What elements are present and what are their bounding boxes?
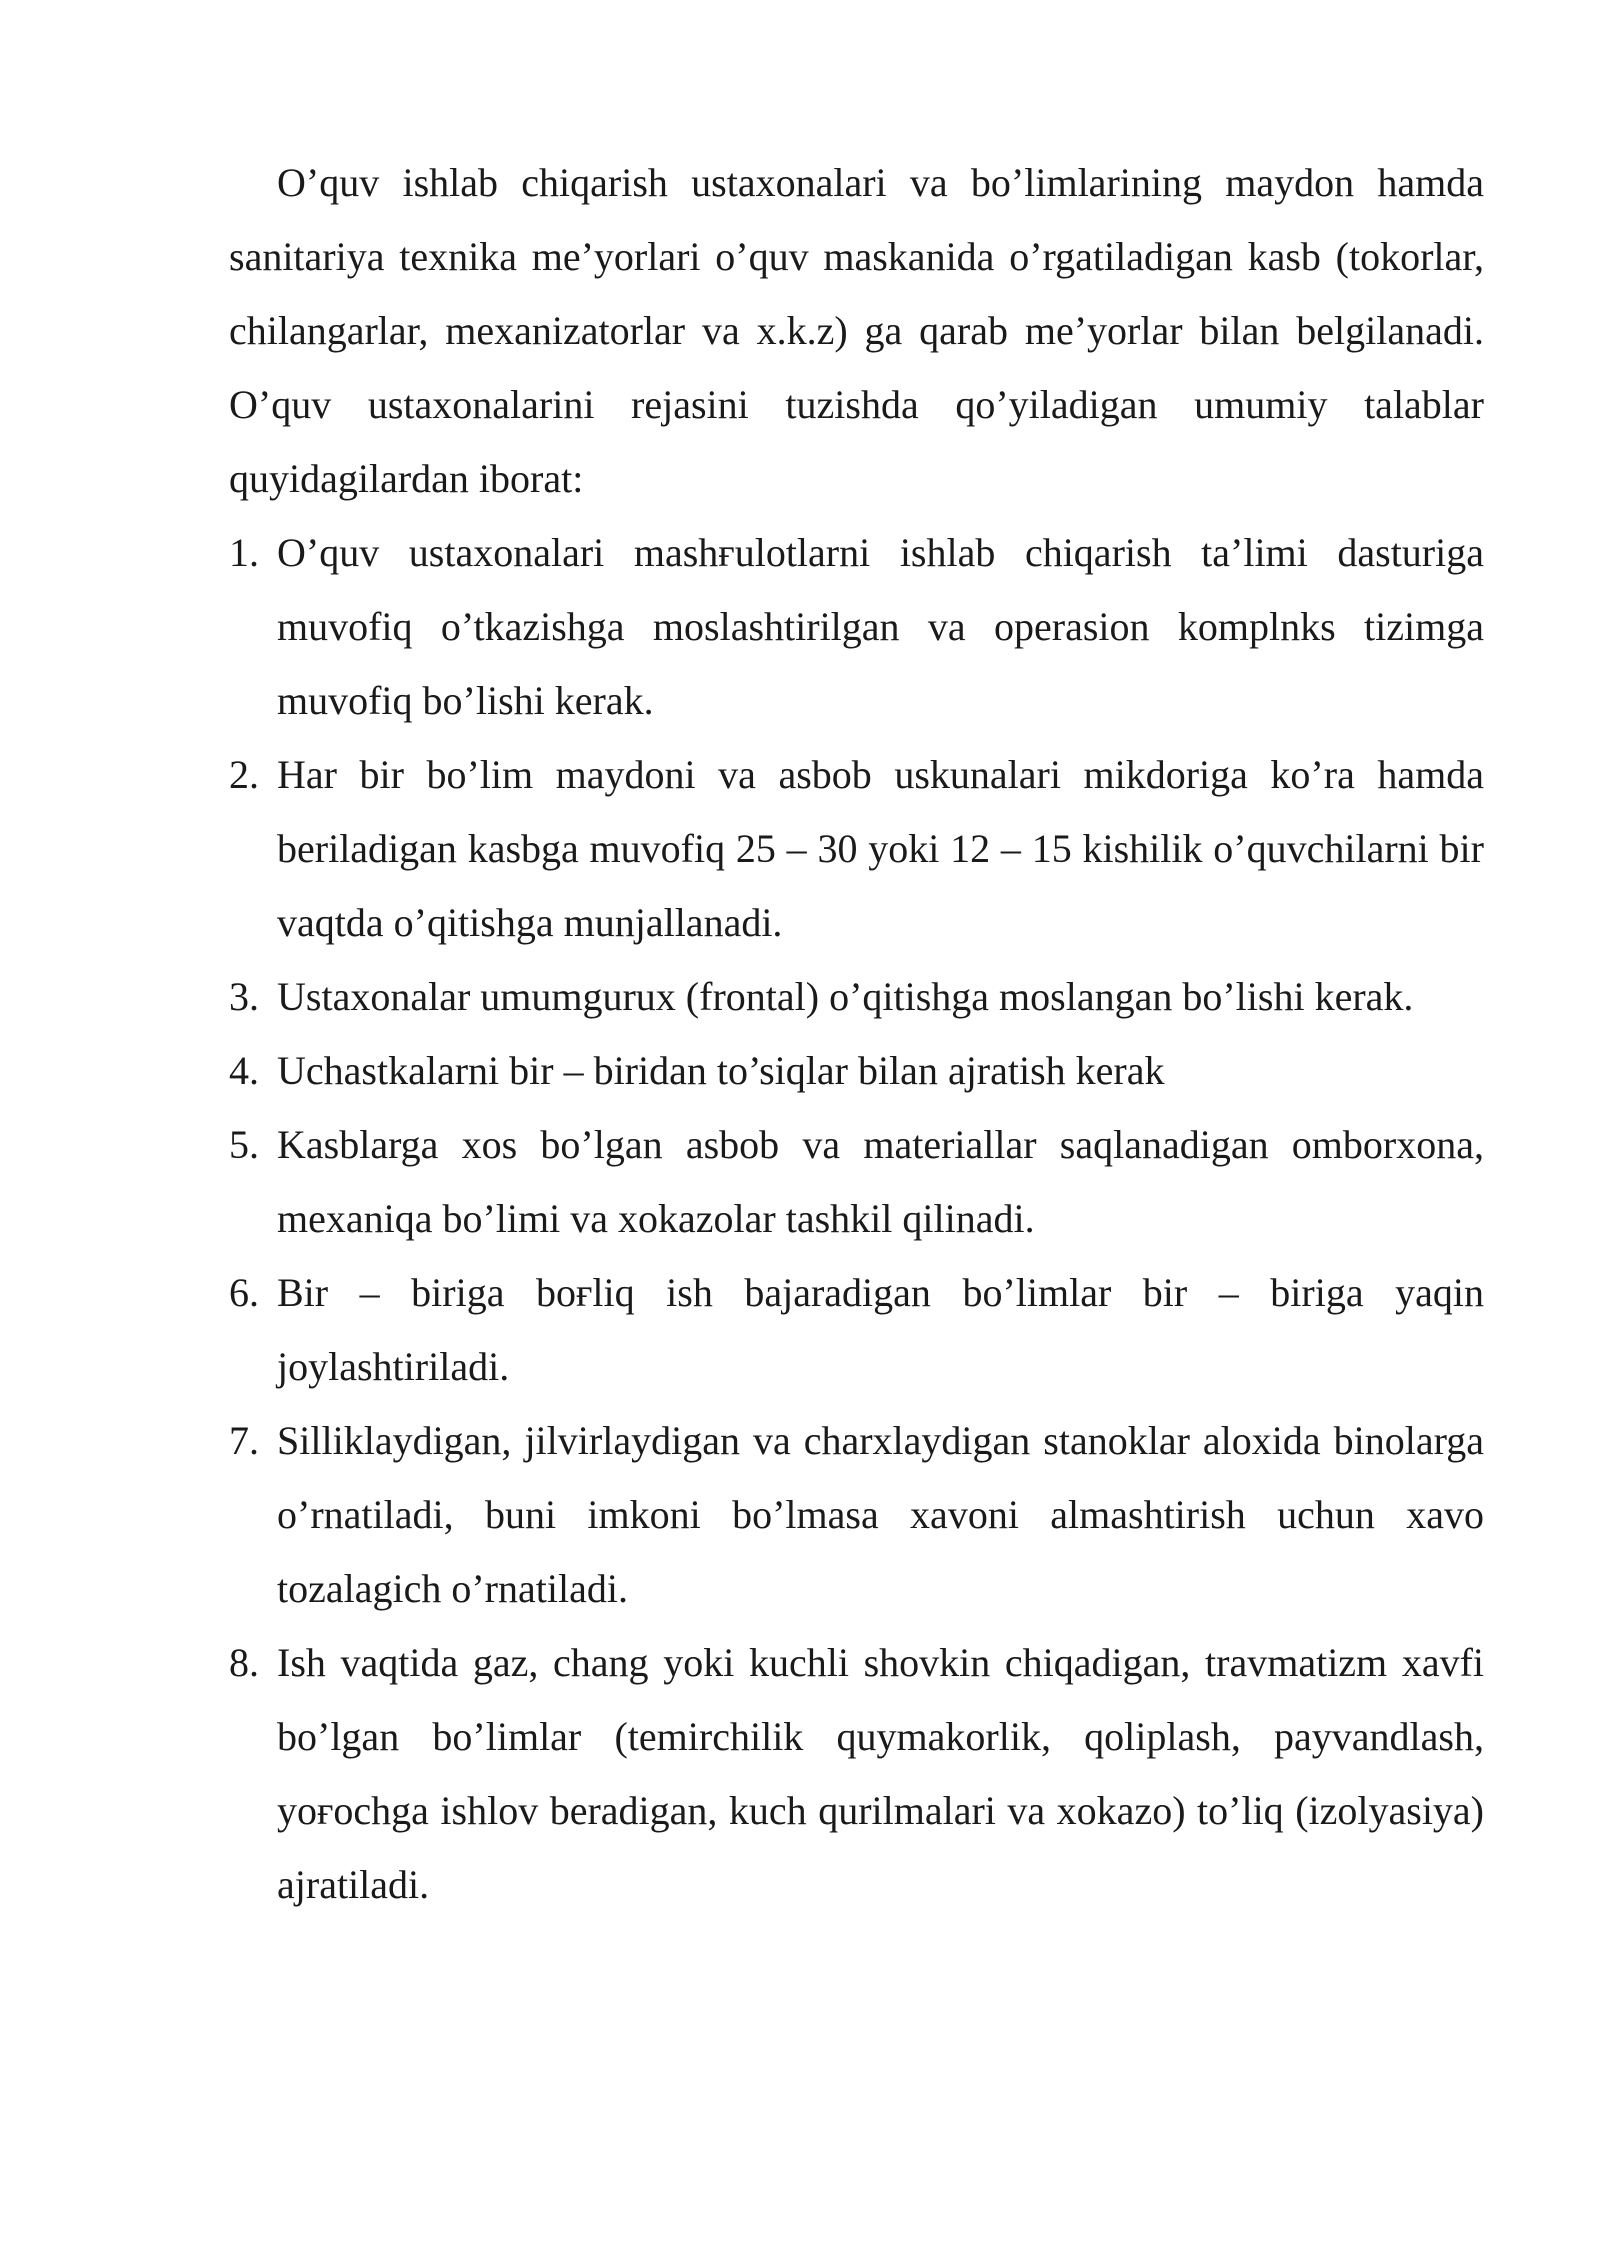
list-item xyxy=(229,1108,1484,1256)
list-item-number: 3. xyxy=(229,974,259,1019)
document-body xyxy=(229,146,1484,1922)
list-item-number: 4. xyxy=(229,1048,259,1093)
list-item-number: 6. xyxy=(229,1270,259,1315)
list-item-text: Ish vaqtida gaz, chang yoki kuchli shovkin chiqadigan, travmatizm xavfi bo’lgan bo’limlar (temirchilik quymakorlik, qoliplash, payvandlash, yoғochga ishlov beradigan, kuch qurilmalari va xokazo) to’liq (izolyasiya) ajratiladi. xyxy=(277,1640,1484,1907)
list-item xyxy=(229,516,1484,738)
list-item-number: 1. xyxy=(229,530,259,575)
list-item-text: Kasblarga xos bo’lgan asbob va materiallar saqlanadigan omborxona, mexaniqa bo’limi va xokazolar tashkil qilinadi. xyxy=(277,1122,1484,1241)
list-item xyxy=(229,1404,1484,1626)
list-item xyxy=(229,960,1484,1034)
list-item-text: Ustaxonalar umumgurux (frontal) o’qitishga moslangan bo’lishi kerak. xyxy=(277,974,1414,1019)
list-item xyxy=(229,1256,1484,1404)
list-item xyxy=(229,738,1484,960)
list-item-text: Har bir bo’lim maydoni va asbob uskunalari mikdoriga ko’ra hamda beriladigan kasbga muvofiq 25 – 30 yoki 12 – 15 kishilik o’quvchilarni bir vaqtda o’qitishga munjallanadi. xyxy=(277,752,1484,945)
list-item-text: O’quv ustaxonalari mashғulotlarni ishlab chiqarish ta’limi dasturiga muvofiq o’tkazishga moslashtirilgan va operasion komplnks tizimga muvofiq bo’lishi kerak. xyxy=(277,530,1484,723)
list-item-number: 8. xyxy=(229,1640,259,1685)
list-item-number: 7. xyxy=(229,1418,259,1463)
list-item-text: Uchastkalarni bir – biridan to’siqlar bilan ajratish kerak xyxy=(277,1048,1165,1093)
list-item-number: 5. xyxy=(229,1122,259,1167)
requirements-list xyxy=(229,516,1484,1922)
list-item-number: 2. xyxy=(229,752,259,797)
intro-paragraph: O’quv ishlab chiqarish ustaxonalari va bo’limlarining maydon hamda sanitariya texnika me’yorlari o’quv maskanida o’rgatiladigan kasb (tokorlar, chilangarlar, mexanizatorlar va x.k.z) ga qarab me’yorlar bilan belgilanadi. O’quv ustaxonalarini rejasini tuzishda qo’yiladigan umumiy talablar quyidagilardan iborat: xyxy=(229,160,1484,501)
list-item xyxy=(229,1034,1484,1108)
list-item xyxy=(229,1626,1484,1922)
list-item-text: Silliklaydigan, jilvirlaydigan va charxlaydigan stanoklar aloxida binolarga o’rnatiladi, buni imkoni bo’lmasa xavoni almashtirish uchun xavo tozalagich o’rnatiladi. xyxy=(277,1418,1484,1611)
list-item-text: Bir – biriga boғliq ish bajaradigan bo’limlar bir – biriga yaqin joylashtiriladi. xyxy=(277,1270,1484,1389)
